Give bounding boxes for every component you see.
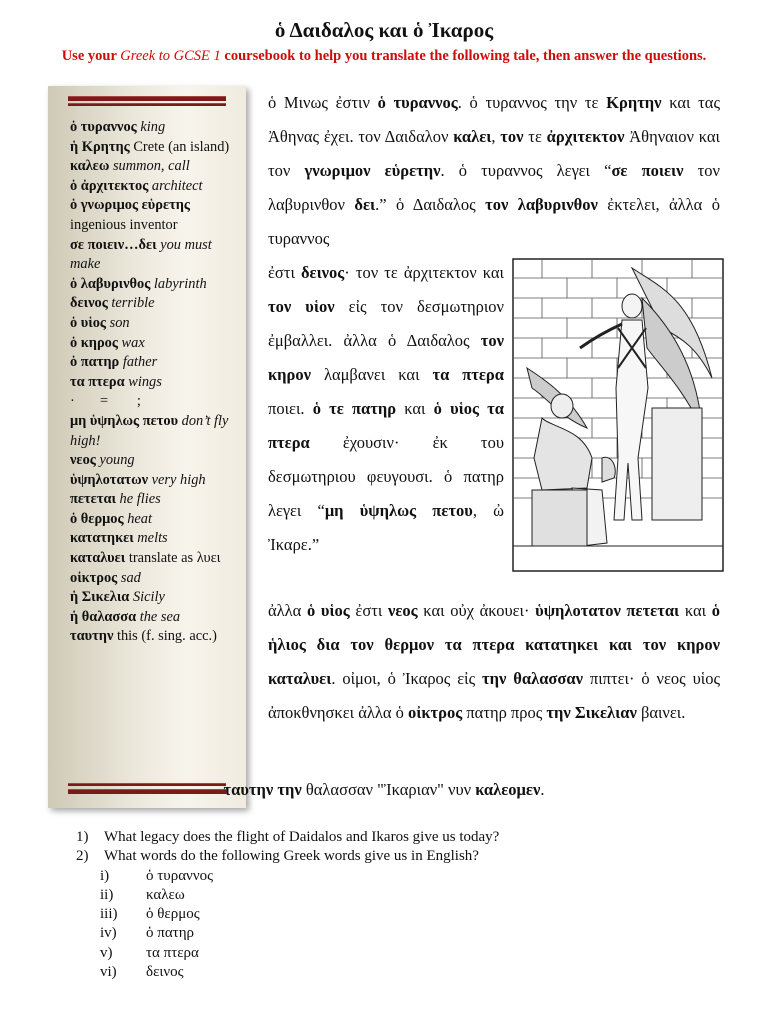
- question-item: [76, 847, 499, 866]
- vocab-entry: [70, 490, 240, 510]
- vocab-entry: [70, 569, 240, 589]
- vocab-entry: [70, 392, 240, 412]
- bold-term: ὁ υἱος τα πτερα: [268, 399, 504, 452]
- text-run: ἀλλα: [268, 601, 307, 620]
- subquestion-numeral: iv): [100, 925, 117, 942]
- bold-term: ὑψηλοτατον πετεται: [535, 601, 680, 620]
- bold-term: σε ποιειν: [611, 161, 684, 180]
- story-paragraph-wrapped: [268, 256, 504, 562]
- vocab-greek: ἡ Σικελια: [70, 589, 130, 606]
- instructions-pre: Use your: [61, 48, 121, 64]
- subquestion-numeral: iii): [100, 906, 118, 923]
- subquestion-item: [76, 924, 499, 943]
- subquestion-greek-word: δεινος: [146, 964, 184, 981]
- vocab-english: wings: [124, 373, 162, 390]
- vocab-entry: [70, 529, 240, 549]
- subquestion-greek-word: ὁ τυραννος: [146, 867, 214, 884]
- vocabulary-panel: [48, 86, 246, 808]
- vocab-entry: [70, 608, 240, 628]
- vocab-greek: οἰκτρος: [70, 569, 118, 586]
- text-run: ,: [491, 127, 501, 146]
- text-run: τον λαβυρινθον: [268, 161, 721, 214]
- vocab-english: Crete (an island): [129, 138, 230, 155]
- text-run: και: [679, 601, 712, 620]
- vocab-entry: [70, 373, 240, 393]
- bold-term: ἀρχιτεκτον: [546, 127, 625, 146]
- text-run: .” ὁ Δαιδαλος: [375, 195, 486, 214]
- vocab-entry: [70, 412, 240, 451]
- vocab-english: Sicily: [129, 589, 165, 606]
- subquestion-item: [76, 963, 499, 982]
- bold-term: τον λαβυρινθον: [485, 195, 598, 214]
- coursebook-title: Greek to GCSE 1: [120, 48, 221, 64]
- text-run: θαλασσαν "Ἰκαριαν" νυν: [301, 780, 476, 799]
- instructions-post: coursebook to help you translate the following tale, then answer the questions.: [220, 48, 707, 64]
- vocab-greek: ταυτην: [70, 628, 114, 645]
- vocab-entry: [70, 236, 240, 275]
- vocab-greek: ὁ γνωριμος εὑρετης: [70, 197, 191, 214]
- question-number: 1): [76, 829, 89, 845]
- text-run: . ὁ τυραννος λεγει “: [440, 161, 612, 180]
- question-number: 2): [76, 848, 89, 865]
- vocab-entry: [70, 275, 240, 295]
- subquestion-numeral: i): [100, 867, 110, 884]
- vocab-greek: πετεται: [70, 491, 116, 508]
- bold-term: καλει: [453, 127, 492, 146]
- vocab-entry: [70, 510, 240, 530]
- text-run: . οἰμοι, ὁ Ἰκαρος εἰς: [331, 669, 483, 688]
- text-run: ἐκτελει, ἀλλα ὁ τυραννος: [268, 195, 720, 248]
- subquestion-item: [76, 867, 499, 886]
- vocab-english: you must make: [70, 236, 216, 273]
- text-run: τε: [523, 127, 547, 146]
- vocab-greek: ἡ θαλασσα: [70, 608, 137, 625]
- text-run: ποιει.: [268, 399, 313, 418]
- bold-term: δεινος: [300, 263, 345, 282]
- vocab-english: son: [106, 314, 130, 331]
- story-paragraph-2: [268, 594, 720, 730]
- text-run: ἐχουσιν· ἐκ του δεσμωτηριου φευγουσι. ὁ πατηρ λεγει “: [268, 433, 504, 520]
- bold-term: νεος: [387, 601, 418, 620]
- subquestion-item: [76, 886, 499, 905]
- vocab-english: the sea: [136, 608, 181, 625]
- vocab-entry: [70, 314, 240, 334]
- vocab-greek: κατατηκει: [70, 530, 134, 547]
- bold-term: την Σικελιαν: [546, 703, 637, 722]
- vocab-greek: ὑψηλοτατων: [70, 471, 149, 488]
- vocab-english: he flies: [115, 491, 161, 508]
- vocab-english: heat: [123, 510, 152, 527]
- text-run: βαινει.: [636, 703, 686, 722]
- vocab-english: young: [95, 452, 135, 469]
- vocabulary-list: [70, 118, 240, 647]
- vocab-english: king: [136, 119, 166, 135]
- vocab-greek: ὁ υἱος: [70, 314, 106, 331]
- vocab-english: don’t fly high!: [70, 412, 233, 449]
- vocab-greek: τα πτερα: [70, 373, 125, 390]
- bold-term: τα πτερα: [432, 365, 504, 384]
- vocab-greek: δεινος: [70, 295, 108, 312]
- subquestion-greek-word: τα πτερα: [146, 944, 199, 961]
- subquestion-numeral: ii): [100, 886, 114, 903]
- question-item: [76, 828, 499, 847]
- story-paragraph-1: [268, 86, 720, 256]
- text-run: και: [396, 399, 434, 418]
- text-run: · τον τε ἀρχιτεκτον και: [344, 263, 504, 282]
- bold-term: τον κηρον: [268, 331, 504, 384]
- decorative-bar-top-thin: [68, 103, 226, 106]
- bold-term: ὁ τυραννος: [377, 93, 458, 112]
- vocab-english: melts: [133, 530, 168, 547]
- vocab-greek: νεος: [70, 452, 96, 469]
- vocab-entry: [70, 627, 240, 647]
- vocab-english: ingenious inventor: [70, 197, 194, 233]
- daidalos-ikaros-illustration: [512, 258, 724, 572]
- vocab-english: labyrinth: [150, 275, 207, 292]
- subquestion-greek-word: ὁ θερμος: [146, 906, 200, 923]
- vocab-entry: [70, 118, 240, 138]
- text-run: και οὐχ ἀκουει·: [417, 601, 536, 620]
- question-text: What words do the following Greek words give us in English?: [104, 848, 479, 865]
- bold-term: τον: [500, 127, 524, 146]
- bold-term: οἰκτρος: [408, 703, 463, 722]
- text-run: . ὁ τυραννος την τε: [457, 93, 607, 112]
- vocab-greek: ὁ ἀρχιτεκτος: [70, 177, 149, 194]
- vocab-english: sad: [117, 569, 141, 586]
- text-run: , ὠ Ἰκαρε.”: [268, 501, 504, 554]
- vocab-greek: ἡ Κρητης: [70, 138, 130, 155]
- vocab-english: terrible: [107, 295, 155, 312]
- text-run: Ἀθηναιον και τον: [268, 127, 720, 180]
- subquestion-numeral: v): [100, 944, 113, 961]
- vocab-greek: ὁ λαβυρινθος: [70, 275, 151, 292]
- decorative-bar-top: [68, 96, 226, 101]
- closing-line: [0, 780, 768, 800]
- vocab-entry: [70, 334, 240, 354]
- vocab-entry: [70, 138, 240, 158]
- vocab-greek: ὁ θερμος: [70, 510, 124, 527]
- vocab-entry: [70, 588, 240, 608]
- vocab-greek: ὁ τυραννος: [70, 119, 137, 135]
- text-run: ὁ Μινως ἐστιν: [268, 93, 378, 112]
- bold-term: γνωριμον εὑρετην: [304, 161, 441, 180]
- vocab-greek: καταλυει: [70, 550, 126, 567]
- vocab-greek: μη ὑψηλως πετου: [70, 412, 179, 429]
- bold-term: Κρητην: [606, 93, 662, 112]
- text-run: ἐστι: [268, 263, 301, 282]
- vocab-greek: ὁ πατηρ: [70, 354, 120, 371]
- text-run: πατηρ προς: [462, 703, 547, 722]
- vocab-entry: [70, 157, 240, 177]
- bold-term: ταυτην την: [223, 780, 302, 799]
- bold-term: δει: [354, 195, 376, 214]
- vocab-english: summon, call: [109, 158, 190, 175]
- subquestion-list: [76, 867, 499, 983]
- bold-term: ὁ ἡλιος δια τον θερμον τα πτερα κατατηκει και τον κηρον καταλυει: [268, 601, 720, 688]
- text-run: .: [540, 780, 545, 799]
- vocab-greek: σε ποιειν…δει: [70, 236, 157, 253]
- vocab-english: very high: [148, 471, 206, 488]
- vocab-english: · = ;: [70, 393, 141, 410]
- vocab-english: this (f. sing. acc.): [113, 628, 217, 645]
- bold-term: μη ὑψηλως πετου: [324, 501, 473, 520]
- vocab-entry: [70, 471, 240, 491]
- subquestion-item: [76, 944, 499, 963]
- subquestion-greek-word: ὁ πατηρ: [146, 925, 195, 942]
- question-text: What legacy does the flight of Daidalos and Ikaros give us today?: [104, 829, 500, 845]
- vocab-entry: [70, 549, 240, 569]
- vocab-english: father: [119, 354, 158, 371]
- bold-term: καλεομεν: [475, 780, 541, 799]
- vocab-entry: [70, 177, 240, 197]
- question-list: [76, 828, 499, 867]
- text-run: ἐστι: [349, 601, 388, 620]
- subquestion-item: [76, 905, 499, 924]
- text-run: και τας Ἀθηνας ἐχει. τον Δαιδαλον: [268, 93, 720, 146]
- vocab-entry: [70, 294, 240, 314]
- bold-term: την θαλασσαν: [482, 669, 583, 688]
- subquestion-numeral: vi): [100, 964, 117, 981]
- instructions: [40, 47, 728, 65]
- bold-term: τον υἱον: [268, 297, 335, 316]
- page-title: ὁ Δαιδαλος και ὁ Ἰκαρος: [274, 18, 494, 42]
- vocab-english: translate as λυει: [125, 550, 221, 567]
- bold-term: ὁ υἱος: [306, 601, 350, 620]
- vocab-entry: [70, 353, 240, 373]
- text-run: λαμβανει και: [310, 365, 433, 384]
- subquestion-greek-word: καλεω: [146, 886, 185, 903]
- vocab-english: wax: [117, 334, 145, 351]
- vocab-entry: [70, 451, 240, 471]
- vocab-english: architect: [148, 177, 203, 194]
- text-run: εἰς τον δεσμωτηριον ἐμβαλλει. ἀλλα ὁ Δαιδαλος: [268, 297, 504, 350]
- vocab-greek: ὁ κηρος: [70, 334, 118, 351]
- bold-term: ὁ τε πατηρ: [312, 399, 397, 418]
- text-run: πιπτει· ὁ νεος υἱος ἀποκθνησκει ἀλλα ὁ: [268, 669, 720, 722]
- vocab-entry: [70, 196, 240, 235]
- questions: [76, 828, 499, 982]
- vocab-greek: καλεω: [70, 158, 110, 175]
